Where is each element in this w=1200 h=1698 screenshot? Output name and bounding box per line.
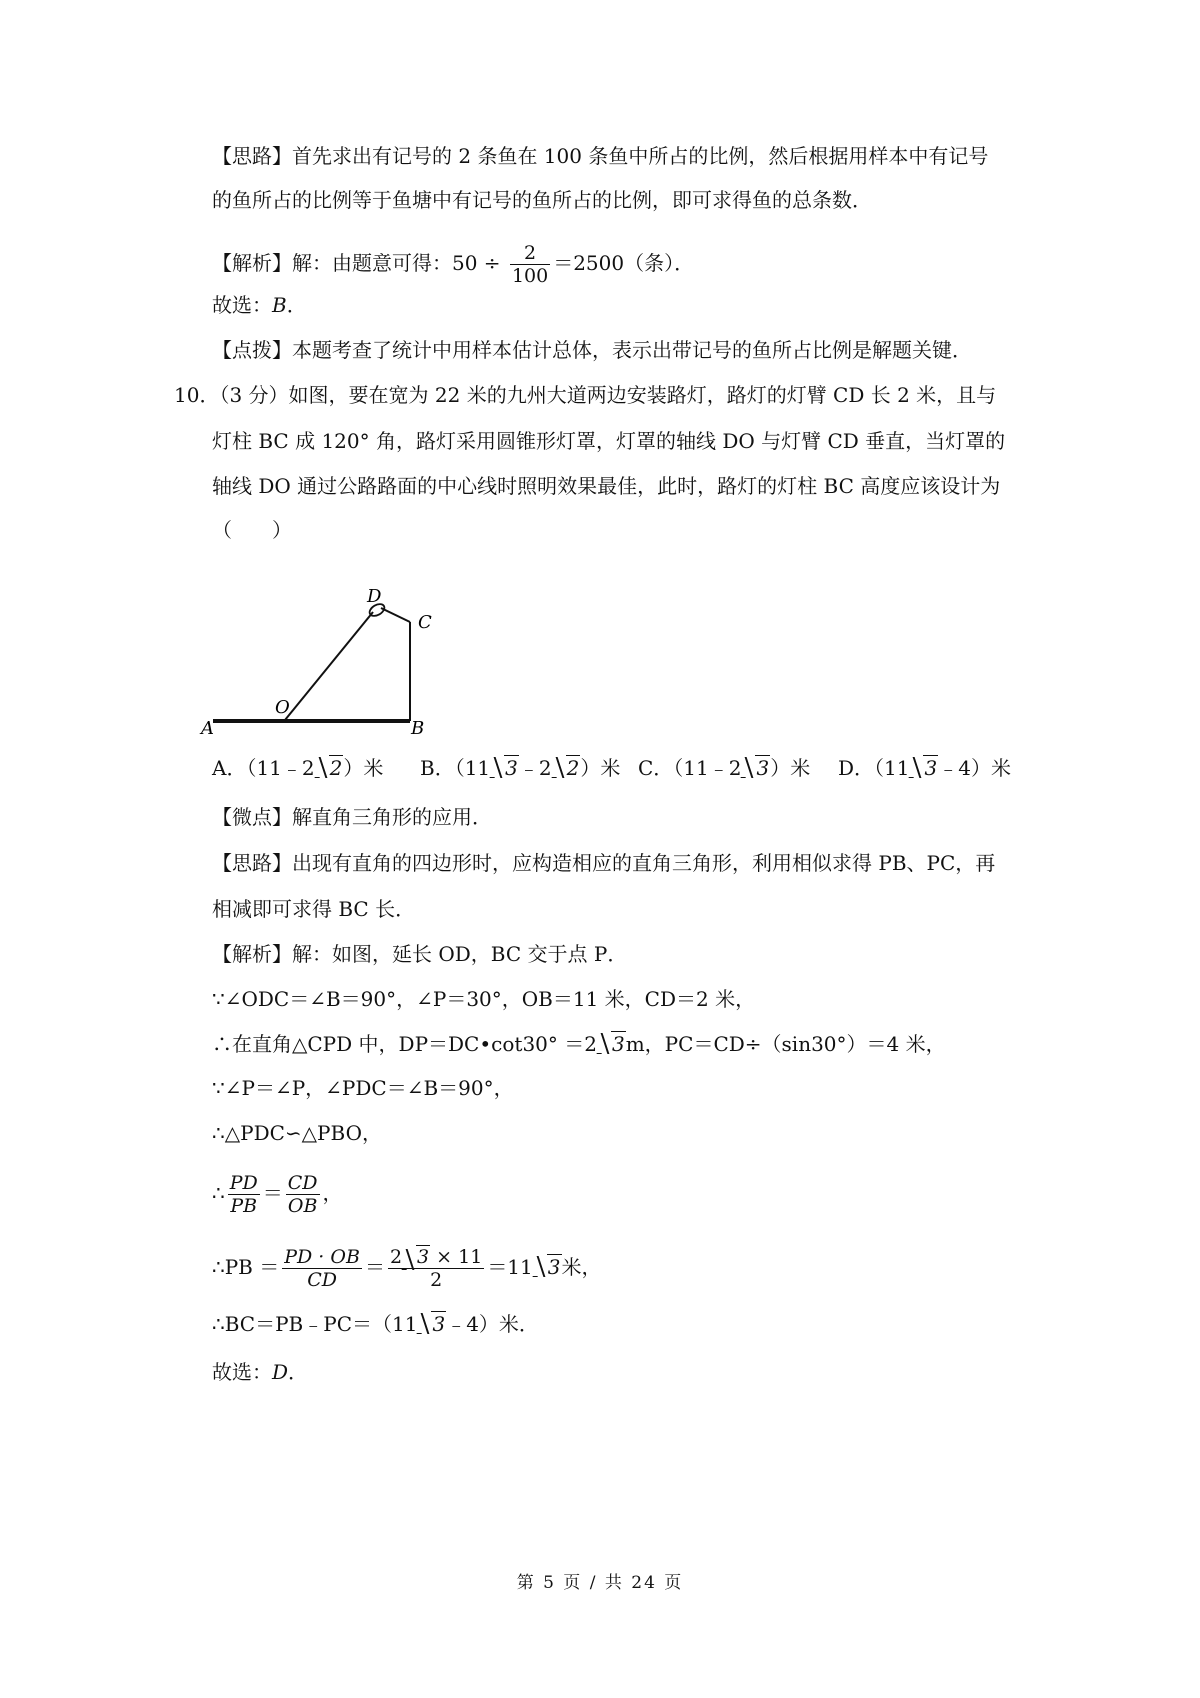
radicand: 3 <box>756 756 770 780</box>
option-A-pre: A．（11﹣2 <box>212 756 315 780</box>
label-B: B <box>411 718 425 739</box>
coefficient: 2 <box>389 1246 403 1268</box>
radicand: 3 <box>432 1312 446 1336</box>
sqrt-sign <box>316 754 344 782</box>
q10-stem-text2: 灯柱 BC 成 120° 角，路灯采用圆锥形灯罩，灯罩的轴线 DO 与灯臂 CD 垂直，当灯罩的 <box>212 429 1006 453</box>
q10-step-3 <box>212 1074 514 1102</box>
q10-step-7 <box>212 1310 539 1338</box>
q9-answer-line <box>212 291 307 319</box>
q10-step-6 <box>212 1246 602 1291</box>
q10-stem-line2 <box>212 427 1005 455</box>
radicand: 3 <box>417 1246 430 1268</box>
q10-step-4 <box>212 1119 382 1147</box>
q9-silu-line2 <box>212 186 872 214</box>
step-2-pre: ∴在直角△CPD 中，DP＝DC•cot30° ＝2 <box>212 1032 597 1056</box>
sqrt-sign <box>910 754 938 782</box>
option-B-mid: ﹣2 <box>518 756 552 780</box>
q10-silu-text1: 出现有直角的四边形时，应构造相应的直角三角形，利用相似求得 PB、PC，再 <box>292 851 996 875</box>
silu-tag: 【思路】 <box>212 144 292 168</box>
jiexi-tag: 【解析】 <box>212 251 292 275</box>
q10-stem-text1: 10．（3 分）如图，要在宽为 22 米的九州大道两边安装路灯，路灯的灯臂 CD 长 2 米，且与 <box>174 383 997 407</box>
sqrt-sign <box>403 1246 430 1268</box>
fraction-denominator: 100 <box>511 265 549 287</box>
option-D-pre: D．（11 <box>838 756 910 780</box>
q10-silu-text2: 相减即可求得 BC 长． <box>212 897 416 921</box>
step-5-post: ， <box>322 1181 343 1205</box>
step-1-text: ∵∠ODC＝∠B＝90°，∠P＝30°，OB＝11 米，CD＝2 米， <box>212 987 756 1011</box>
sqrt-sign <box>553 754 581 782</box>
fraction-PD-PB <box>228 1172 260 1217</box>
q10-stem-line3 <box>212 472 1000 500</box>
step-7-pre: ∴BC＝PB﹣PC＝（11 <box>212 1312 418 1336</box>
answer-end: ． <box>286 293 307 317</box>
q10-jiexi-text: 解：如图，延长 OD，BC 交于点 P． <box>292 942 628 966</box>
step-2-post: m，PC＝CD÷（sin30°）＝4 米， <box>625 1032 946 1056</box>
q9-dianbo-text: 本题考查了统计中用样本估计总体，表示出带记号的鱼所占比例是解题关键． <box>292 338 972 362</box>
option-B-post: ）米 <box>580 756 621 780</box>
weidian-tag: 【微点】 <box>212 805 292 829</box>
q9-silu-text1: 首先求出有记号的 2 条鱼在 100 条鱼中所占的比例，然后根据用样本中有记号 <box>292 144 989 168</box>
fraction-numerator: CD <box>287 1172 318 1194</box>
dianbo-tag: 【点拨】 <box>212 338 292 362</box>
step-4-text: ∴△PDC∽△PBO， <box>212 1121 382 1145</box>
radicand: 2 <box>566 756 580 780</box>
option-A <box>212 754 383 782</box>
option-C-post: ）米 <box>770 756 811 780</box>
answer-end: ． <box>288 1360 309 1384</box>
label-O: O <box>275 697 290 718</box>
fraction-CD-OB <box>286 1172 320 1217</box>
equals-sign: ＝ <box>262 1181 283 1205</box>
equals-sign: ＝ <box>364 1255 385 1279</box>
option-B <box>420 754 620 782</box>
label-C: C <box>418 612 432 633</box>
q10-stem-line1 <box>174 381 996 409</box>
q10-jiexi-line <box>212 940 627 968</box>
fraction-numerator <box>388 1246 484 1269</box>
answer-prefix: 故选： <box>212 1360 272 1384</box>
fraction-numerator: PD <box>229 1172 258 1194</box>
option-D-post: ﹣4）米 <box>938 756 1011 780</box>
page-footer: 第 5 页 / 共 24 页 <box>516 1573 684 1593</box>
radicand: 3 <box>924 756 938 780</box>
q9-fraction <box>510 242 550 287</box>
arm-CD <box>381 608 410 622</box>
radicand: 3 <box>547 1255 561 1279</box>
radicand: 2 <box>329 756 343 780</box>
fraction-denominator: PB <box>230 1195 258 1217</box>
step-5-pre: ∴ <box>212 1181 225 1205</box>
sqrt-sign <box>598 1030 626 1058</box>
q10-silu-line1 <box>212 849 995 877</box>
option-B-pre: B．（11 <box>420 756 491 780</box>
option-A-post: ）米 <box>343 756 384 780</box>
silu-tag: 【思路】 <box>212 851 292 875</box>
multiplier: × 11 <box>430 1246 483 1268</box>
q9-silu-line1 <box>212 142 988 170</box>
streetlight-diagram <box>201 586 445 739</box>
q9-silu-text2: 的鱼所占的比例等于鱼塘中有记号的鱼所占的比例，即可求得鱼的总条数． <box>212 188 872 212</box>
q10-stem-line4 <box>212 516 292 544</box>
equals-result: ＝11 <box>487 1255 533 1279</box>
q9-jiexi-pre: 解：由题意可得：50 ÷ <box>292 251 501 275</box>
step-6-post: 米， <box>561 1255 602 1279</box>
radicand: 3 <box>505 756 518 780</box>
step-7-post: ﹣4）米． <box>446 1312 539 1336</box>
option-D <box>838 754 1011 782</box>
option-C-pre: C．（11﹣2 <box>638 756 742 780</box>
q9-dianbo-line <box>212 336 972 364</box>
q10-answer-line <box>212 1358 308 1386</box>
answer-letter: D <box>272 1360 289 1384</box>
option-C <box>638 754 810 782</box>
q10-weidian-text: 解直角三角形的应用． <box>292 805 492 829</box>
q10-step-5 <box>212 1172 343 1217</box>
sqrt-sign <box>742 754 770 782</box>
answer-letter: B <box>272 293 287 317</box>
sqrt-sign <box>418 1310 446 1338</box>
q10-answer-blank: （ ） <box>212 518 292 542</box>
q10-weidian-line <box>212 803 492 831</box>
q10-silu-line2 <box>212 895 415 923</box>
label-A: A <box>201 718 214 739</box>
q9-jiexi-post: ＝2500（条）． <box>553 251 695 275</box>
sqrt-sign <box>534 1253 562 1281</box>
axis-DO <box>285 612 373 720</box>
sqrt-sign <box>491 754 519 782</box>
fraction-numerator: 2 <box>510 242 550 265</box>
fraction-numerator: PD · OB <box>284 1246 360 1268</box>
jiexi-tag: 【解析】 <box>212 942 292 966</box>
step-3-text: ∵∠P＝∠P，∠PDC＝∠B＝90°， <box>212 1076 514 1100</box>
fraction-denominator: CD <box>307 1269 337 1291</box>
step-6-pre: ∴PB ＝ <box>212 1255 280 1279</box>
radicand: 3 <box>611 1032 625 1056</box>
q10-stem-text3: 轴线 DO 通过公路路面的中心线时照明效果最佳，此时，路灯的灯柱 BC 高度应该设计为 <box>212 474 1001 498</box>
fraction-2sqrt3x11-2 <box>388 1246 484 1291</box>
q10-step-1 <box>212 985 755 1013</box>
label-D: D <box>367 586 382 607</box>
fraction-denominator: 2 <box>430 1269 443 1291</box>
q9-jiexi-line <box>212 242 694 287</box>
fraction-denominator: OB <box>287 1195 318 1217</box>
q10-step-2 <box>212 1030 946 1058</box>
answer-prefix: 故选： <box>212 293 272 317</box>
fraction-PDOB-CD <box>282 1246 362 1291</box>
